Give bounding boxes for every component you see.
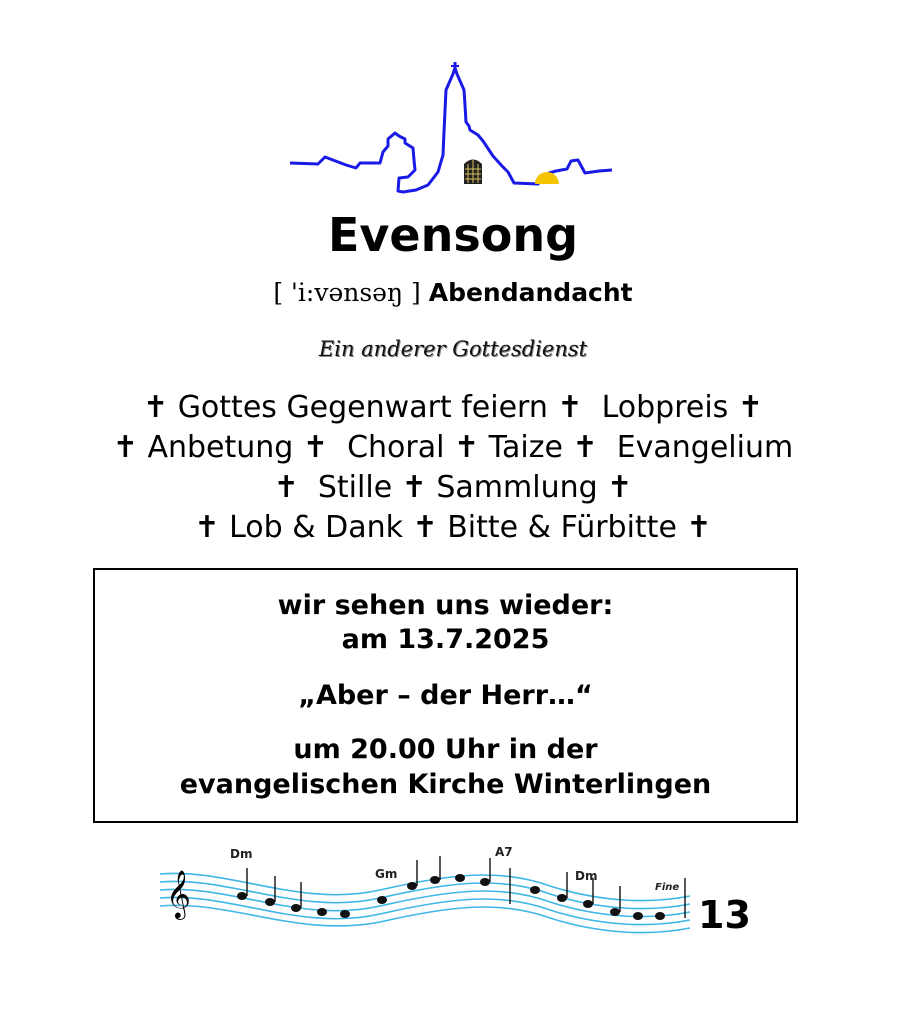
church-door-icon: [464, 160, 482, 185]
info-intro: wir sehen uns wieder:: [277, 590, 614, 621]
chord-4: Dm: [575, 869, 598, 883]
feature-line-3: ✝ Stille ✝ Sammlung ✝: [273, 470, 633, 505]
music-staff-icon: [150, 838, 695, 936]
chord-1: Dm: [230, 847, 253, 861]
feature-line-4: ✝ Lob & Dank ✝ Bitte & Fürbitte ✝: [194, 510, 712, 545]
info-date: am 13.7.2025: [341, 624, 550, 655]
tagline: Ein anderer Gottesdienst: [318, 337, 588, 361]
event-info-box: [93, 568, 798, 823]
chord-2: Gm: [375, 867, 398, 881]
info-time: um 20.00 Uhr in der: [293, 734, 598, 765]
chord-3: A7: [495, 845, 513, 859]
feature-line-1: ✝ Gottes Gegenwart feiern ✝ Lobpreis ✝: [143, 390, 763, 425]
fine-marking: Fine: [655, 882, 680, 893]
page-title: Evensong: [327, 208, 578, 262]
features-list: [0, 388, 906, 548]
info-location: evangelischen Kirche Winterlingen: [179, 769, 712, 800]
page-number: 13: [698, 893, 751, 937]
info-motto: „Aber – der Herr…“: [298, 680, 593, 711]
phonetic-transcription: [ 'i:vənsəŋ ]: [273, 278, 421, 307]
subtitle: [0, 278, 906, 307]
svg-text:𝄞: 𝄞: [166, 869, 191, 918]
feature-line-2: ✝ Anbetung ✝ Choral ✝ Taize ✝ Evangelium: [112, 430, 794, 465]
subtitle-word: Abendandacht: [428, 278, 633, 307]
church-skyline-logo: [288, 60, 614, 200]
